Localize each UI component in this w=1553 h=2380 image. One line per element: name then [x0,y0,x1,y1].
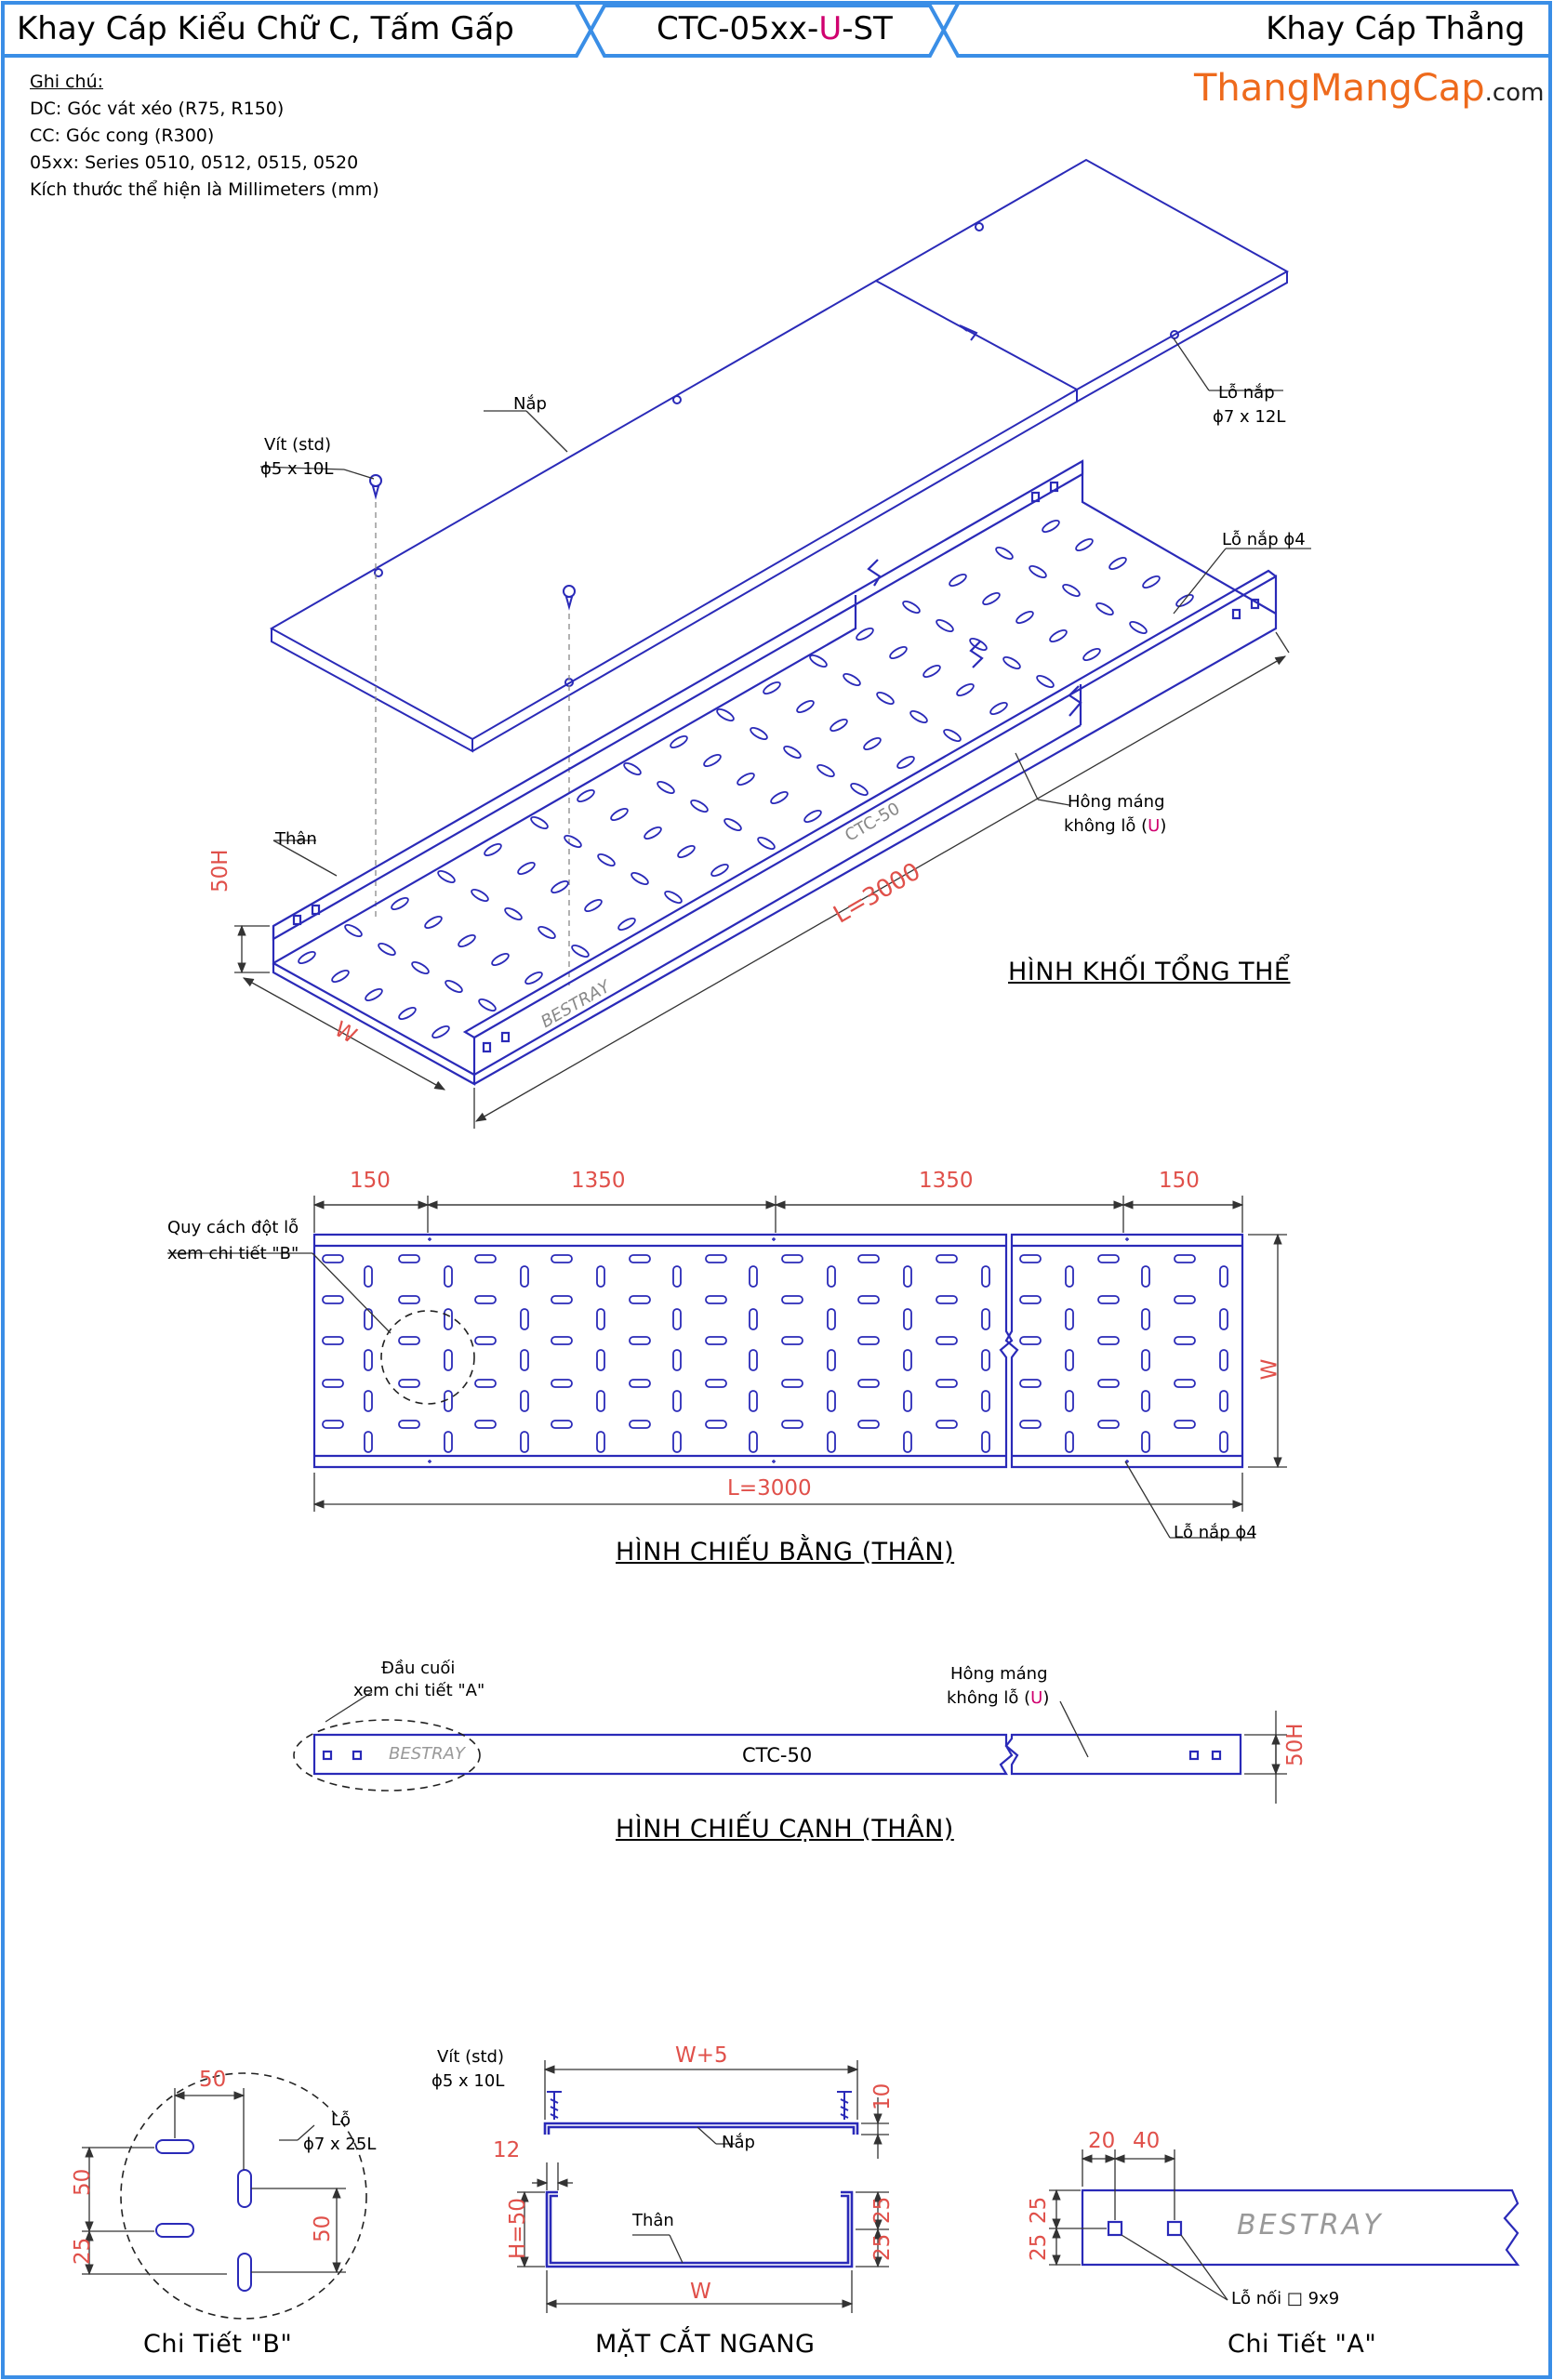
plan-slot [828,1432,835,1452]
plan-slot [673,1350,681,1370]
plan-slot [630,1421,650,1428]
plan-slot [1066,1309,1073,1329]
iso-slot [1141,575,1161,590]
iso-slot [769,790,789,806]
side-end-label-2: xem chi tiết "A" [353,1681,485,1700]
plan-slot [475,1337,496,1344]
iso-tag: CTC-50 [842,799,904,846]
plan-slot [551,1296,572,1303]
iso-tray-body [273,461,1276,1084]
plan-slot [323,1296,343,1303]
section-dim-12: 12 [493,2138,521,2162]
plan-view [314,1235,1242,1467]
plan-slot [828,1391,835,1411]
plan-slot [1098,1337,1119,1344]
detail-b-dim-left-1: 50 [71,2168,95,2196]
plan-slot [597,1432,604,1452]
iso-slot [715,707,735,723]
iso-slot [470,888,489,904]
iso-slot [942,728,962,744]
iso-slot [762,681,781,696]
plan-slot [630,1380,650,1387]
side-wall-u: U [1030,1688,1043,1708]
plan-slot [706,1255,726,1263]
plan-slot [828,1350,835,1370]
plan-slot [1142,1391,1149,1411]
iso-slot [676,844,696,860]
brand-domain: .com [1484,79,1545,107]
brand-logo[interactable] [1194,67,1544,110]
plan-slot [673,1266,681,1287]
iso-slot [503,906,523,922]
plan-slot [1220,1266,1228,1287]
iso-slot [643,826,662,841]
iso-slot [749,726,768,742]
plan-slot [750,1266,757,1287]
plan-slot [1020,1337,1041,1344]
plan-dim-width: W [1257,1358,1282,1381]
plan-slot [399,1337,419,1344]
iso-slot [994,546,1014,562]
iso-slot [563,834,582,850]
plan-slot [1175,1337,1195,1344]
iso-slot [896,755,915,771]
iso-slot [1128,620,1148,636]
plan-slot [551,1380,572,1387]
side-logo: BESTRAY [389,1744,465,1764]
iso-slot [1082,647,1101,663]
iso-side-label-2 [1064,816,1166,836]
plan-slot [597,1309,604,1329]
iso-slot [444,979,463,995]
plan-punch-label-2: xem chi tiết "B" [167,1244,299,1263]
iso-cover-hole-label-1: Lỗ nắp [1218,383,1275,403]
iso-slot [490,952,510,968]
iso-slot [397,1006,417,1022]
plan-slot [1066,1432,1073,1452]
iso-slot [550,879,569,895]
plan-slot [936,1337,957,1344]
header-code [657,0,893,58]
iso-slot [609,807,629,823]
detail-a-hole-label: Lỗ nối □ 9x9 [1231,2289,1340,2308]
header-right-title: Khay Cáp Thẳng [1266,10,1525,47]
detail-b-dim-left-2: 25 [71,2237,95,2265]
plan-slot [365,1391,372,1411]
plan-slot [1142,1266,1149,1287]
notes-line: 05xx: Series 0510, 0512, 0515, 0520 [30,152,359,173]
plan-slot [521,1309,528,1329]
iso-slot [1048,628,1068,644]
plan-slot [323,1380,343,1387]
plan-slot [936,1296,957,1303]
header-left-title: Khay Cáp Kiểu Chữ C, Tấm Gấp [17,10,514,47]
plan-slot [1220,1391,1228,1411]
plan-slot [365,1309,372,1329]
plan-slot [1098,1421,1119,1428]
plan-slot [1020,1421,1041,1428]
iso-slot [842,672,861,688]
plan-dim-4: 150 [1159,1169,1200,1193]
plan-dim-1: 150 [350,1169,391,1193]
iso-slot [529,815,549,831]
plan-slot [982,1266,989,1287]
iso-slot [816,763,835,779]
iso-slot [829,718,848,734]
plan-slot [673,1309,681,1329]
detail-b-dim-right: 50 [311,2215,335,2242]
plan-slot [1175,1421,1195,1428]
plan-slot [597,1266,604,1287]
iso-slot [656,780,675,796]
plan-slot [1098,1255,1119,1263]
plan-slot [782,1380,803,1387]
iso-slot [576,788,595,804]
plan-slot-holes [323,1255,1228,1452]
section-dim-25a: 25 [870,2196,895,2224]
iso-screws [370,475,575,985]
plan-slot [445,1432,452,1452]
iso-slot [849,782,869,798]
plan-slot [750,1432,757,1452]
plan-slot [630,1255,650,1263]
plan-slot [1175,1296,1195,1303]
iso-side-text-b: ) [1160,816,1167,836]
section-screws [547,2092,852,2120]
plan-slot [475,1296,496,1303]
iso-slot [617,917,636,932]
plan-slot [323,1421,343,1428]
plan-slot [475,1380,496,1387]
iso-slot [330,969,350,985]
detail-a-dim-20: 20 [1088,2129,1116,2153]
detail-b-hole-label-2: ϕ7 x 25L [303,2135,377,2154]
iso-slot [948,573,967,588]
plan-slot [1020,1296,1041,1303]
plan-slot [828,1266,835,1287]
iso-slot [1108,556,1127,572]
iso-slot [888,645,908,661]
plan-slot [630,1296,650,1303]
notes-title: Ghi chú: [30,72,104,92]
iso-slot [343,923,363,939]
plan-slot [445,1309,452,1329]
plan-slot [750,1391,757,1411]
iso-slot [1015,610,1034,626]
iso-slot [981,591,1001,607]
iso-slot [1095,602,1114,617]
iso-slot [989,701,1008,717]
plan-slot [521,1266,528,1287]
plan-hole-label: Lỗ nắp ϕ4 [1174,1523,1257,1542]
iso-screw-label-1: Vít (std) [264,435,331,455]
plan-slot [551,1255,572,1263]
iso-slot [377,942,396,958]
side-tag: CTC-50 [742,1744,813,1766]
iso-side-text-a: không lỗ ( [1064,816,1148,836]
iso-slot [1041,519,1060,535]
iso-slot [1061,583,1081,599]
plan-slot [1142,1432,1149,1452]
iso-slot [803,809,822,825]
iso-slot [1002,655,1021,671]
iso-slot [537,925,556,941]
iso-cover-label: Nắp [513,394,547,414]
plan-slot [904,1391,911,1411]
section-body-label: Thân [632,2211,674,2230]
plan-slot [706,1421,726,1428]
plan-slot [936,1380,957,1387]
plan-slot [904,1309,911,1329]
iso-slot [516,861,536,877]
detail-a-dimension-lines [1049,2149,1228,2300]
notes-line: Kích thước thể hiện là Millimeters (mm) [30,179,379,200]
iso-slot [570,944,590,959]
detail-a-title: Chi Tiết "A" [1228,2330,1377,2359]
detail-b-title: Chi Tiết "B" [143,2330,293,2359]
iso-cover [272,160,1287,751]
iso-title: HÌNH KHỐI TỔNG THỂ [1008,958,1291,986]
iso-slot [457,933,476,949]
plan-slot [858,1421,879,1428]
plan-slot [1220,1350,1228,1370]
iso-slot [922,664,941,680]
plan-slot [936,1255,957,1263]
iso-slot [736,772,755,787]
detail-a-logo: BESTRAY [1237,2209,1384,2241]
side-dim-height: 50H [1283,1723,1307,1766]
plan-slot [551,1337,572,1344]
iso-slot [630,871,649,887]
plan-slot [706,1380,726,1387]
section-screw-label-2: ϕ5 x 10L [431,2071,505,2091]
title-block [3,3,1550,2377]
plan-dim-2: 1350 [571,1169,626,1193]
plan-title: HÌNH CHIẾU BẰNG (THÂN) [616,1538,955,1567]
iso-slot [596,853,616,868]
plan-slot [982,1391,989,1411]
section-dim-height: H=50 [506,2198,530,2259]
iso-screw-label-2: ϕ5 x 10L [260,459,334,479]
iso-slot [622,761,642,777]
section-cover-label: Nắp [722,2133,755,2152]
plan-slot [1098,1296,1119,1303]
plan-slot [1220,1309,1228,1329]
plan-slot [982,1432,989,1452]
brand-name: ThangMangCap [1194,67,1485,110]
iso-slot [901,600,921,615]
iso-slot [297,950,316,966]
plan-slot [673,1391,681,1411]
iso-slot [723,817,742,833]
plan-slot [750,1350,757,1370]
plan-slot [673,1432,681,1452]
iso-slot [782,745,802,760]
plan-slot [445,1266,452,1287]
section-title: MẶT CẮT NGANG [595,2330,816,2359]
plan-slot [982,1350,989,1370]
plan-slot [1066,1391,1073,1411]
iso-dim-length: L=3000 [829,857,926,930]
plan-slot [782,1296,803,1303]
iso-slot [663,890,683,906]
plan-slot [782,1421,803,1428]
plan-slot [782,1337,803,1344]
detail-b-dim-top: 50 [199,2068,227,2092]
iso-slot [955,682,975,698]
iso-slot [483,842,502,858]
iso-side-label-1: Hông máng [1068,792,1165,812]
plan-dim-3: 1350 [919,1169,974,1193]
side-wall-label-2 [947,1688,1049,1708]
plan-slot [858,1296,879,1303]
plan-detail-b-circle [381,1311,474,1404]
plan-slot [521,1432,528,1452]
plan-slot [1175,1380,1195,1387]
plan-slot [706,1296,726,1303]
plan-slot [399,1255,419,1263]
iso-cover-hole-small-label: Lỗ nắp ϕ4 [1222,530,1306,549]
iso-slot [689,799,709,814]
plan-slot [1066,1350,1073,1370]
notes-block [30,69,379,204]
section-screw-label-1: Vít (std) [437,2047,504,2067]
plan-slot [521,1350,528,1370]
iso-body-label: Thân [275,829,317,849]
iso-slot [702,753,722,769]
plan-slot [1020,1255,1041,1263]
header-code-highlight: U [818,10,843,47]
plan-slot [399,1380,419,1387]
plan-slot [1175,1255,1195,1263]
detail-b-dimension-lines [82,2088,346,2274]
header-code-prefix: CTC-05xx- [657,10,819,47]
plan-slot [1066,1266,1073,1287]
detail-a-dim-25a: 25 [1027,2196,1051,2224]
plan-punch-label-1: Quy cách đột lỗ [167,1218,299,1237]
plan-slot [399,1296,419,1303]
iso-slot [477,998,497,1013]
plan-slot [1142,1350,1149,1370]
detail-b-hole-label-1: Lỗ [331,2110,352,2130]
side-wall-text-b: ) [1042,1688,1050,1708]
plan-slot [365,1266,372,1287]
plan-slot [828,1309,835,1329]
iso-dim-height: 50H [208,849,232,892]
plan-slot [365,1432,372,1452]
plan-cover-holes [428,1237,1129,1463]
section-dimension-lines [517,2060,889,2313]
section-dim-25b: 25 [870,2233,895,2261]
iso-cover-hole-label-2: ϕ7 x 12L [1213,407,1286,427]
plan-slot [982,1309,989,1329]
iso-slot [862,736,882,752]
iso-slot [1074,537,1094,553]
iso-slot [710,863,729,879]
side-title: HÌNH CHIẾU CẠNH (THÂN) [616,1815,954,1844]
plan-slot [904,1350,911,1370]
plan-slot [475,1255,496,1263]
iso-slot [808,654,828,669]
notes-line: CC: Góc cong (R300) [30,126,215,146]
iso-slot [390,896,409,912]
plan-slot [904,1432,911,1452]
iso-slot [935,618,954,634]
plan-slot [597,1391,604,1411]
iso-slot [669,734,688,750]
section-dim-10: 10 [870,2082,895,2110]
plan-slot [323,1337,343,1344]
iso-slot [756,836,776,852]
iso-slot [436,869,456,885]
iso-slot [583,898,603,914]
plan-slot [706,1337,726,1344]
notes-line: DC: Góc vát xéo (R75, R150) [30,99,285,119]
section-dim-width: W [690,2280,711,2304]
plan-slot [1020,1380,1041,1387]
section-dim-top: W+5 [675,2043,728,2068]
section-cover [545,2123,857,2135]
plan-slot [858,1380,879,1387]
plan-slot [858,1255,879,1263]
iso-slot [364,987,383,1003]
iso-slot [410,960,430,976]
plan-slot [597,1350,604,1370]
plan-slot [445,1350,452,1370]
iso-slot [1028,564,1047,580]
iso-dim-width: W [330,1017,361,1049]
detail-a-dim-40: 40 [1133,2129,1161,2153]
iso-slot [795,699,815,715]
iso-slot [909,709,928,725]
iso-slot [1035,674,1055,690]
plan-slot [521,1391,528,1411]
plan-slot [1220,1432,1228,1452]
iso-slot [855,627,874,642]
plan-slot [551,1421,572,1428]
header-code-suffix: -ST [842,10,893,47]
section-body [547,2192,852,2267]
plan-slot [904,1266,911,1287]
side-wall-text-a: không lỗ ( [947,1688,1031,1708]
plan-dim-length: L=3000 [727,1476,812,1501]
detail-a-dim-25b: 25 [1027,2233,1051,2261]
side-end-label-1: Đầu cuối [381,1659,456,1678]
iso-side-u: U [1148,816,1161,836]
detail-b-slots [156,2140,251,2291]
iso-slot [423,915,443,931]
side-wall-label-1: Hông máng [950,1664,1048,1684]
iso-logo: BESTRAY [538,976,614,1033]
iso-slot [431,1025,450,1040]
plan-slot [475,1421,496,1428]
plan-slot [365,1350,372,1370]
plan-slot [1142,1309,1149,1329]
plan-slot [630,1337,650,1344]
plan-slot [750,1309,757,1329]
iso-slot [875,691,895,707]
plan-slot [936,1421,957,1428]
plan-slot [1098,1380,1119,1387]
plan-slot [858,1337,879,1344]
plan-slot [399,1421,419,1428]
plan-slot [782,1255,803,1263]
plan-slot [323,1255,343,1263]
iso-slot [524,971,543,986]
